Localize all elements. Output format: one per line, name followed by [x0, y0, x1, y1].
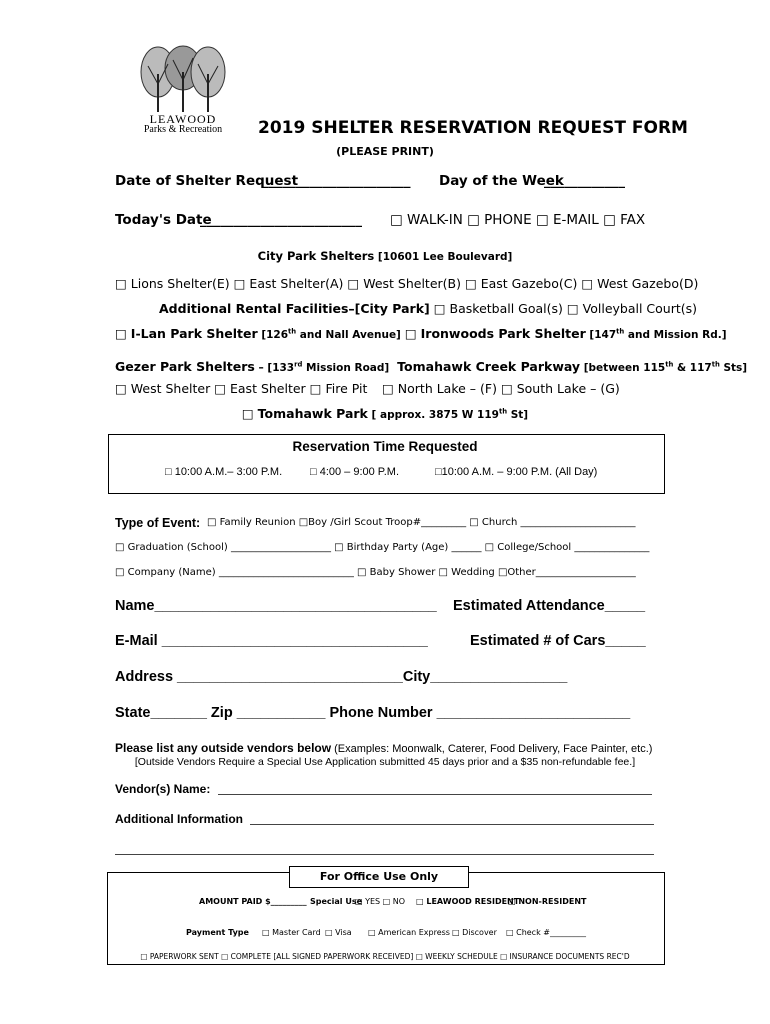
estimated-attendance-field[interactable]: Estimated Attendance_____ [453, 598, 646, 614]
city-park-address: [10601 Lee Boulevard] [374, 251, 513, 263]
todays-date-field[interactable]: ________________________ [200, 212, 362, 228]
additional-rental-options[interactable]: □ Basketball Goal(s) □ Volleyball Court(s) [429, 301, 698, 316]
payment-american-express[interactable]: □ American Express [368, 928, 450, 937]
time-option-morning[interactable]: □ 10:00 A.M.– 3:00 P.M. [165, 466, 283, 478]
day-of-week-label: Day of the Week [439, 173, 564, 189]
date-of-shelter-request-field[interactable]: ______________________ [262, 173, 411, 189]
todays-date-label: Today's Date [115, 212, 212, 228]
email-field[interactable]: E-Mail _________________________________ [115, 633, 428, 649]
type-of-event-label: Type of Event: [115, 516, 201, 530]
request-method-options[interactable]: □ WALK-IN □ PHONE □ E-MAIL □ FAX [390, 212, 646, 228]
gezer-addr-b: Mission Road] [302, 362, 390, 374]
tomahawk-park-row[interactable] [0, 406, 770, 421]
vendors-note: [Outside Vendors Require a Special Use Application submitted 45 days prior and a $35 non-refundable fee.] [134, 756, 636, 768]
ilan-addr-a: [126 [257, 329, 289, 341]
name-field[interactable]: Name___________________________________ [115, 598, 437, 614]
gezer-addr-a: – [133 [254, 362, 295, 374]
ilan-addr-sup: th [288, 327, 297, 336]
ilan-ironwoods-row[interactable] [115, 326, 727, 341]
form-title: 2019 SHELTER RESERVATION REQUEST FORM [258, 118, 688, 138]
additional-info-line-2[interactable] [115, 854, 654, 855]
gezer-shelter-options[interactable]: □ West Shelter □ East Shelter □ Fire Pit [115, 381, 368, 396]
date-of-shelter-request-label: Date of Shelter Request [115, 173, 299, 189]
trees-icon [128, 44, 238, 114]
special-use-label: Special Use [310, 897, 363, 906]
time-option-evening[interactable]: □ 4:00 – 9:00 P.M. [310, 466, 399, 478]
event-options-row-2[interactable]: □ Graduation (School) ____________________ □ Birthday Party (Age) ______ □ College/School _______________ [115, 542, 650, 553]
estimated-cars-field[interactable]: Estimated # of Cars_____ [470, 633, 646, 649]
additional-info-label: Additional Information [115, 812, 243, 826]
tomahawk-creek-addr-c: Sts] [719, 362, 748, 374]
additional-rental-label: Additional Rental Facilities–[City Park] [159, 301, 430, 316]
city-park-shelter-options[interactable]: □ Lions Shelter(E) □ East Shelter(A) □ West Shelter(B) □ East Gazebo(C) □ West Gazebo(D) [115, 276, 699, 291]
gezer-addr-sup: rd [294, 360, 303, 369]
gezer-label: Gezer Park Shelters [115, 359, 255, 374]
tomahawk-creek-addr-sup2: th [711, 360, 720, 369]
tomahawk-park-label: Tomahawk Park [257, 406, 368, 421]
address-city-field[interactable]: Address ____________________________City_________________ [115, 669, 568, 685]
tomahawk-park-addr-sup: th [498, 407, 508, 416]
tomahawk-park-addr-a: [ approx. 3875 W 119 [367, 409, 499, 421]
form-subtitle: (PLEASE PRINT) [336, 145, 434, 158]
tomahawk-creek-addr-sup: th [665, 360, 674, 369]
payment-check[interactable]: □ Check #_________ [506, 928, 586, 937]
lake-options[interactable]: □ North Lake – (F) □ South Lake – (G) [382, 381, 620, 396]
vendors-examples: (Examples: Moonwalk, Caterer, Food Delivery, Face Painter, etc.) [331, 743, 653, 755]
ilan-label: I-Lan Park Shelter [130, 326, 258, 341]
payment-mastercard[interactable]: □ Master Card [262, 928, 321, 937]
payment-visa[interactable]: □ Visa [325, 928, 352, 937]
tomahawk-creek-label: Tomahawk Creek Parkway [397, 359, 581, 374]
ironwoods-addr-sup: th [616, 327, 625, 336]
vendors-instruction-bold: Please list any outside vendors below [115, 741, 332, 755]
gezer-tomahawk-heading [115, 359, 747, 374]
non-resident-option[interactable]: □ NON-RESIDENT [508, 897, 587, 906]
ilan-checkbox[interactable]: □ [115, 326, 131, 341]
event-options-row-1[interactable]: □ Family Reunion □Boy /Girl Scout Troop#_________ □ Church _______________________ [207, 517, 636, 528]
tomahawk-park-checkbox[interactable]: □ [241, 406, 258, 421]
additional-rental-row[interactable] [159, 301, 697, 316]
ironwoods-label: Ironwoods Park Shelter [420, 326, 586, 341]
tomahawk-creek-addr-b: & 117 [673, 362, 712, 374]
reservation-time-heading: Reservation Time Requested [292, 439, 478, 454]
additional-info-line-1[interactable] [250, 824, 654, 825]
vendor-name-label: Vendor(s) Name: [115, 782, 211, 796]
vendor-name-line[interactable] [218, 794, 652, 795]
paperwork-status-options[interactable]: □ PAPERWORK SENT □ COMPLETE [ALL SIGNED PAPERWORK RECEIVED] □ WEEKLY SCHEDULE □ INSURANCE DOCUMENTS REC'D [140, 952, 630, 961]
payment-type-label: Payment Type [186, 928, 249, 937]
city-park-title: City Park Shelters [257, 249, 375, 263]
tomahawk-park-addr-b: St] [507, 409, 529, 421]
vendors-instruction [115, 741, 652, 755]
tomahawk-creek-addr-a: [between 115 [580, 362, 666, 374]
ironwoods-checkbox[interactable]: □ [400, 326, 421, 341]
city-park-heading [0, 249, 770, 263]
day-of-week-field[interactable]: ____________ [544, 173, 625, 189]
logo-name: LEAWOOD [149, 112, 217, 126]
amount-paid-field[interactable]: AMOUNT PAID $_________ [199, 897, 307, 906]
ilan-addr-b: and Nall Avenue] [296, 329, 401, 341]
time-option-all-day[interactable]: □10:00 A.M. – 9:00 P.M. (All Day) [435, 466, 598, 478]
event-options-row-3[interactable]: □ Company (Name) ___________________________ □ Baby Shower □ Wedding □Other____________________ [115, 567, 636, 578]
ironwoods-addr-a: [147 [585, 329, 617, 341]
payment-discover[interactable]: □ Discover [452, 928, 497, 937]
logo-subtitle: Parks & Recreation [143, 124, 223, 135]
leawood-logo [128, 44, 238, 136]
ironwoods-addr-b: and Mission Rd.] [624, 329, 727, 341]
special-use-options[interactable]: □ YES □ NO [355, 897, 406, 906]
leawood-resident-option[interactable]: □ LEAWOOD RESIDENT [416, 897, 520, 906]
state-zip-phone-field[interactable]: State_______ Zip ___________ Phone Number ________________________ [115, 705, 631, 721]
office-use-heading: For Office Use Only [319, 870, 439, 883]
